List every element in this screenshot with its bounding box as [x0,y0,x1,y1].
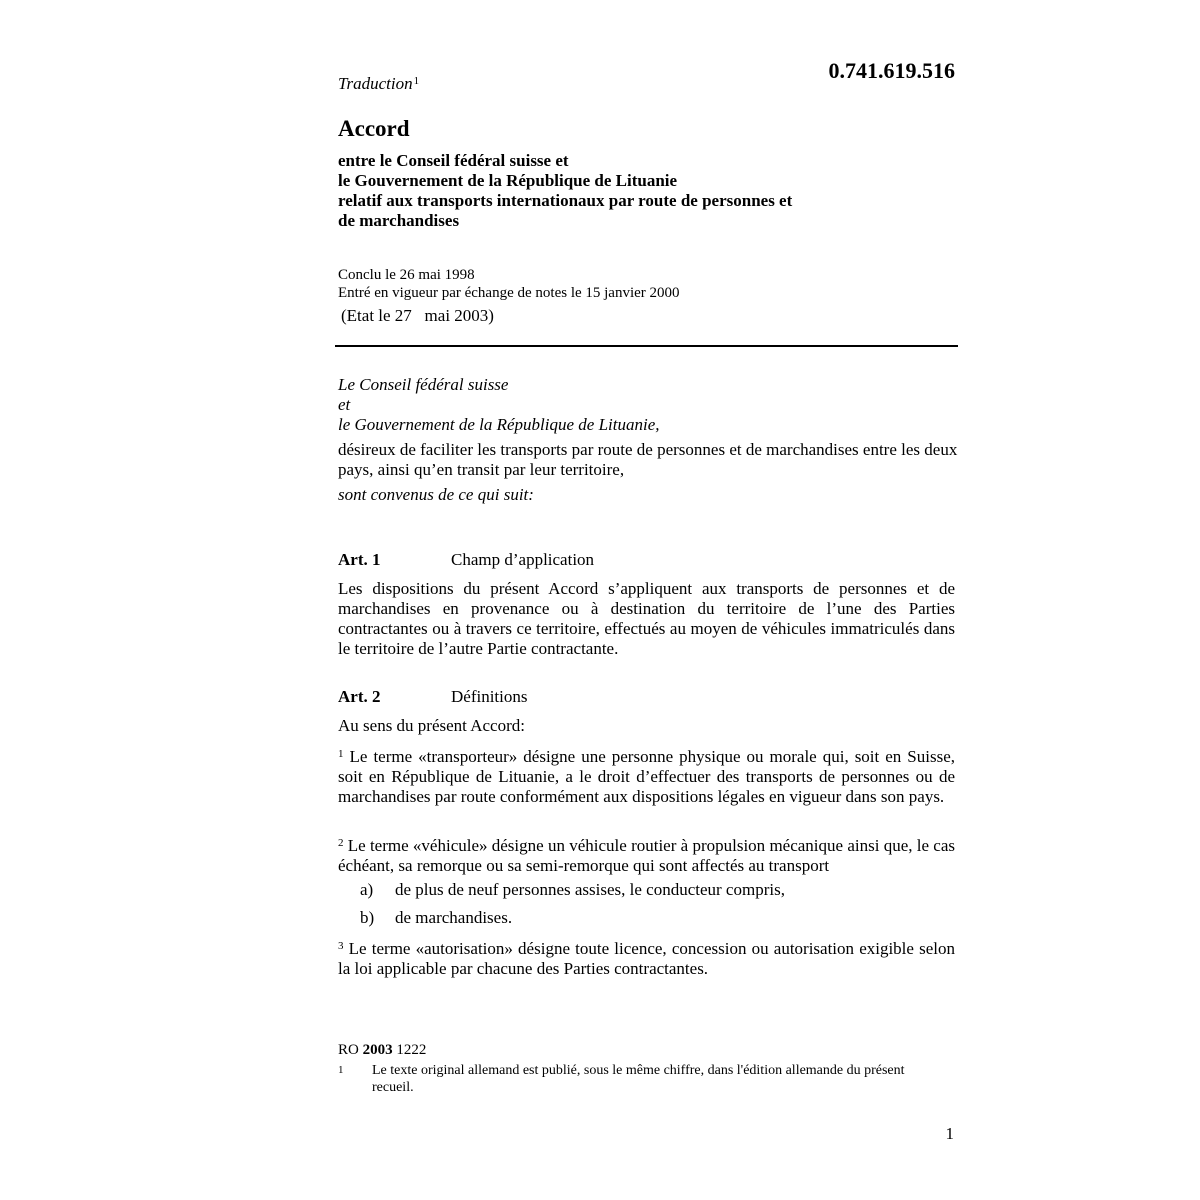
subtitle-line: relatif aux transports internationaux par route de personnes et [338,191,793,210]
preamble-desire: désireux de faciliter les transports par route de personnes et de marchandises entre les deux pays, ainsi qu’en transit par leur territoire, [338,440,958,479]
concluded-date: Conclu le 26 mai 1998 [338,267,475,283]
document-title: Accord [338,116,410,141]
list-item [360,908,512,928]
article-1-text: Les dispositions du présent Accord s’appliquent aux transports de personnes et de marchandises en provenance ou à destination du territoire de l’une des Parties contractantes ou à travers ce territoire, effectués au moyen de véhicules immatriculés dans le territoire de l’autre Partie contractante. [338,579,955,658]
preamble-conjunction: et [338,395,351,414]
preamble-party-2: le Gouvernement de la République de Lituanie, [338,415,660,434]
in-force-date: Entré en vigueur par échange de notes le 15 janvier 2000 [338,285,680,301]
traduction-text: Traduction [338,74,413,93]
traduction-label [338,74,419,94]
list-item [360,880,785,900]
subtitle-line: de marchandises [338,211,460,230]
paragraph-text: Le terme «véhicule» désigne un véhicule routier à propulsion mécanique ainsi que, le cas échéant, sa remorque ou sa semi-remorque qui sont affectés au transport [338,836,956,875]
document-subtitle [338,151,792,231]
article-title: Définitions [451,687,528,706]
article-number: Art. 1 [338,550,381,569]
article-2-heading [338,687,528,707]
article-2-intro: Au sens du présent Accord: [338,716,525,735]
preamble [338,375,958,505]
sr-number: 0.741.619.516 [828,58,955,83]
list-item-label: a) [360,880,374,899]
footnote-ref-marker[interactable]: 1 [413,75,420,87]
header-divider [335,345,958,347]
article-1-heading [338,550,594,570]
list-item-text: de plus de neuf personnes assises, le conducteur compris, [395,880,785,899]
ro-prefix: RO [338,1042,359,1058]
page-number: 1 [945,1124,954,1143]
state-date: (Etat le 27 mai 2003) [341,306,494,325]
article-2-paragraph-3 [338,936,955,979]
article-2-paragraph-2 [338,833,955,876]
paragraph-marker: 2 [338,837,344,849]
preamble-party-1: Le Conseil fédéral suisse [338,375,509,394]
document-meta [338,266,680,302]
footnote [338,1062,943,1096]
subtitle-line: le Gouvernement de la République de Lituanie [338,171,678,190]
subtitle-line: entre le Conseil fédéral suisse et [338,151,569,170]
ro-page: 1222 [396,1042,427,1058]
paragraph-text: Le terme «transporteur» désigne une personne physique ou morale qui, soit en Suisse, soit en République de Lituanie, a le droit d’effectuer des transports de personnes ou de marchandises par route conformément aux dispositions légales en vigueur dans son pays. [338,747,956,806]
preamble-agreed: sont convenus de ce qui suit: [338,485,534,504]
article-number: Art. 2 [338,687,381,706]
article-2-paragraph-1 [338,744,955,807]
paragraph-marker: 1 [338,748,344,760]
ro-reference [338,1042,426,1059]
ro-year: 2003 [362,1042,393,1058]
paragraph-text: Le terme «autorisation» désigne toute licence, concession ou autorisation exigible selon la loi applicable par chacune des Parties contractantes. [338,939,956,978]
article-title: Champ d’application [451,550,595,569]
paragraph-marker: 3 [338,940,344,952]
footnote-text: Le texte original allemand est publié, sous le même chiffre, dans l'édition allemande du présent recueil. [372,1063,905,1095]
list-item-label: b) [360,908,375,927]
footnote-number: 1 [338,1064,344,1076]
list-item-text: de marchandises. [395,908,513,927]
